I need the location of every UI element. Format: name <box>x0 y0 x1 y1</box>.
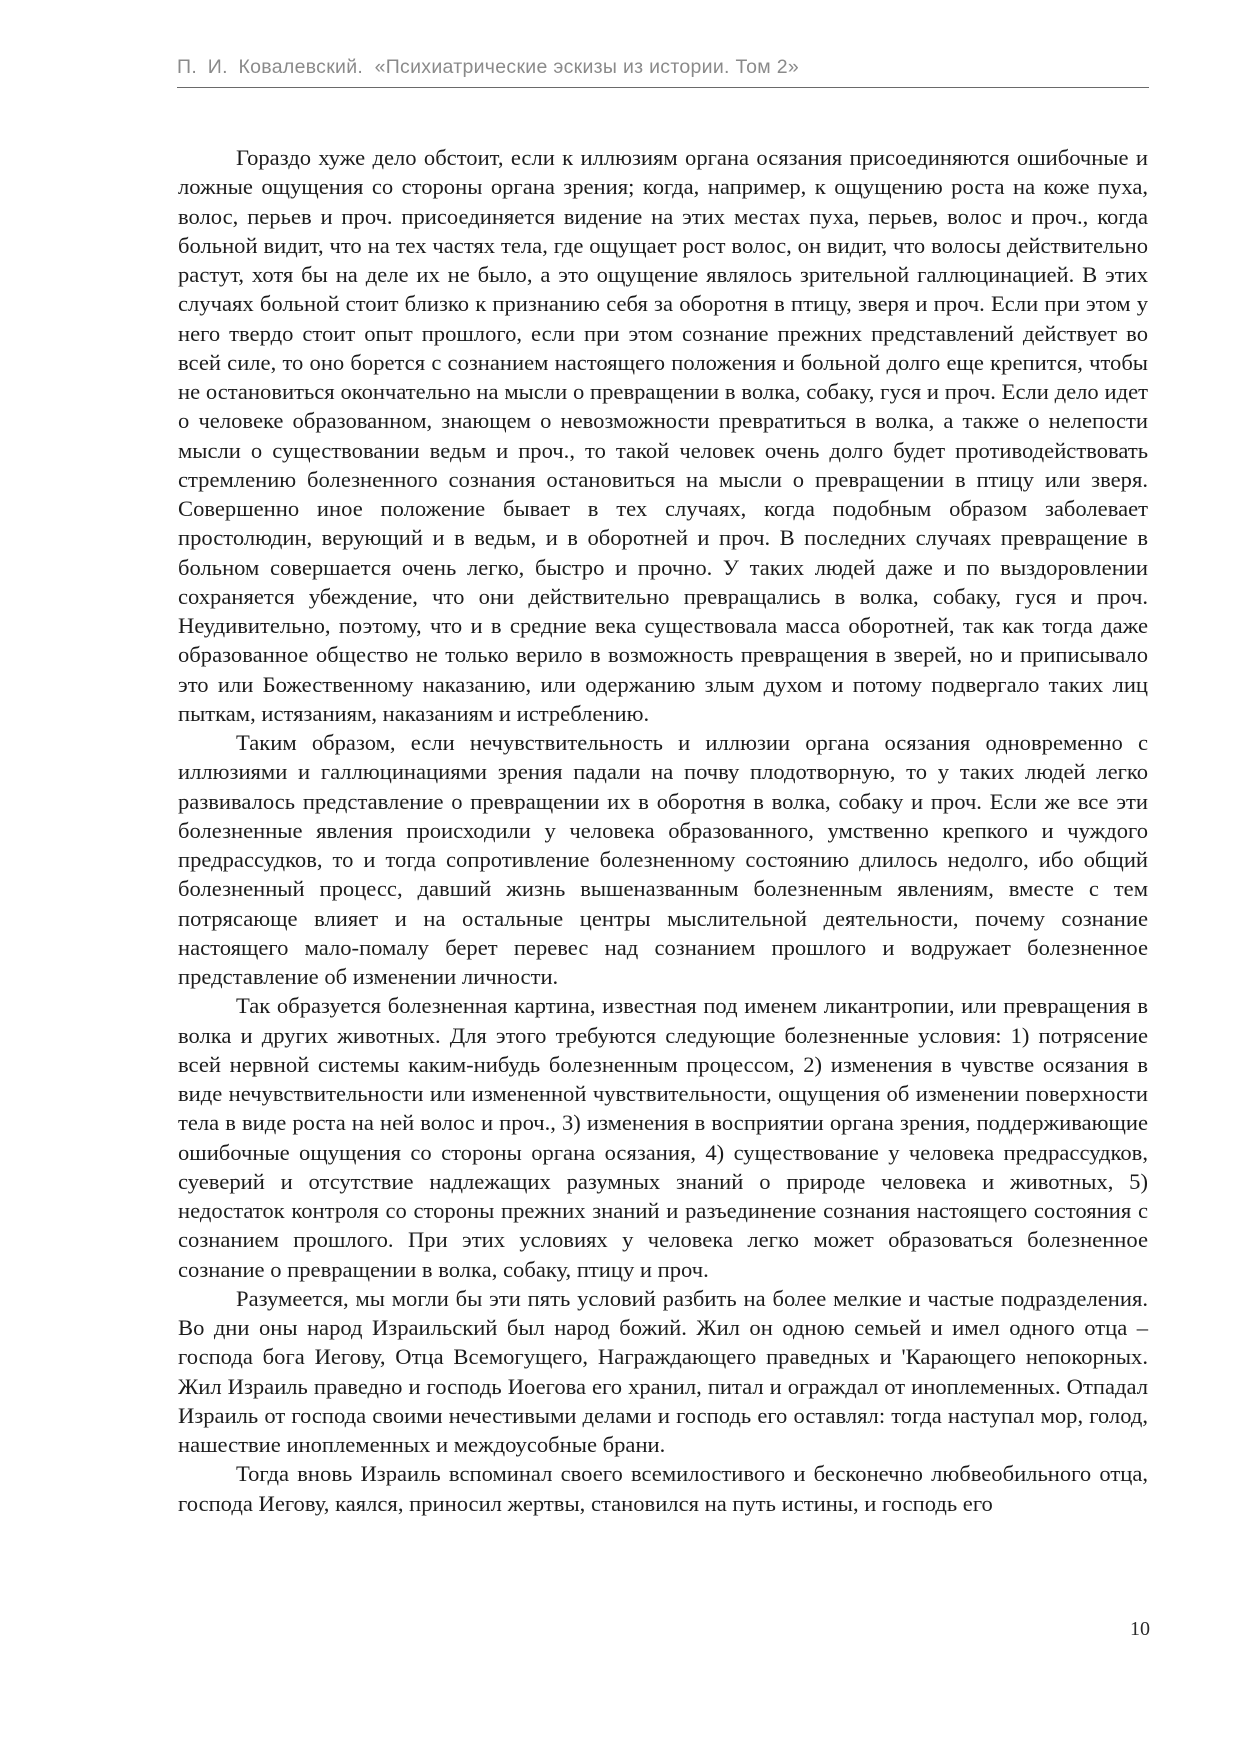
paragraph: Тогда вновь Израиль вспоминал своего всемилостивого и бесконечно любвеобильного отца, господа Иегову, каялся, приносил жертвы, становился на путь истины, и господь его <box>178 1461 1148 1516</box>
paragraph: Таким образом, если нечувствительность и иллюзии органа осязания одновременно с иллюзиями и галлюцинациями зрения падали на почву плодотворную, то у таких людей легко развивалось представление о превращении их в оборотня в волка, собаку и проч. Если же все эти болезненные явления происходили у человека образованного, умственно крепкого и чуждого предрассудков, то и тогда сопротивление болезненному состоянию длилось недолго, ибо общий болезненный процесс, давший жизнь вышеназванным болезненным явлениям, вместе с тем потрясающе влияет и на остальные центры мыслительной деятельности, почему сознание настоящего мало-помалу берет перевес над сознанием прошлого и водружает болезненное представление об изменении личности. <box>178 730 1148 989</box>
paragraph: Гораздо хуже дело обстоит, если к иллюзиям органа осязания присоединяются ошибочные и ложные ощущения со стороны органа зрения; когда, например, к ощущению роста на коже пуха, волос, перьев и проч. присоединяется видение на этих местах пуха, перьев, волос и проч., когда больной видит, что на тех частях тела, где ощущает рост волос, он видит, что волосы действительно растут, хотя бы на деле их не было, а это ощущение являлось зрительной галлюцинацией. В этих случаях больной стоит близко к признанию себя за оборотня в птицу, зверя и проч. Если при этом у него твердо стоит опыт прошлого, если при этом сознание прежних представлений действует во всей силе, то оно борется с сознанием настоящего положения и больной долго еще крепится, чтобы не остановиться окончательно на мысли о превращении в волка, собаку, гуся и проч. Если дело идет о человеке образованном, знающем о невозможности превратиться в волка, а также о нелепости мысли о существовании ведьм и проч., то такой человек очень долго будет противодействовать стремлению болезненного сознания остановиться на мысли о превращении в птицу или зверя. Совершенно иное положение бывает в тех случаях, когда подобным образом заболевает простолюдин, верующий и в ведьм, и в оборотней и проч. В последних случаях превращение в больном совершается очень легко, быстро и прочно. У таких людей даже и по выздоровлении сохраняется убеждение, что они действительно превращались в волка, собаку, гуся и проч. Неудивительно, поэтому, что и в средние века существовала масса оборотней, так как тогда даже образованное общество не только верило в возможность превращения в зверей, но и приписывало это или Божественному наказанию, или одержанию злым духом и потому подвергало таких лиц пыткам, истязаниям, наказаниям и истреблению. <box>178 145 1148 726</box>
header-author: П. И. Ковалевский. <box>177 56 364 78</box>
paragraph: Так образуется болезненная картина, известная под именем ликантропии, или превращения в волка и других животных. Для этого требуются следующие болезненные условия: 1) потрясение всей нервной системы каким-нибудь болезненным процессом, 2) изменения в чувстве осязания в виде нечувствительности или измененной чувствительности, ощущения об изменении поверхности тела в виде роста на ней волос и проч., 3) изменения в восприятии органа зрения, поддерживающие ошибочные ощущения со стороны органа осязания, 4) существование у человека предрассудков, суеверий и отсутствие надлежащих разумных знаний о природе человека и животных, 5) недостаток контроля со стороны прежних знаний и разъединение сознания настоящего состояния с сознанием прошлого. При этих условиях у человека легко может образоваться болезненное сознание о превращении в волка, собаку, птицу и проч. <box>178 993 1148 1282</box>
header-divider <box>177 87 1149 88</box>
paragraph: Разумеется, мы могли бы эти пять условий разбить на более мелкие и частые подразделения. Во дни оны народ Израильский был народ божий. Жил он одною семьей и имел одного отца – господа бога Иегову, Отца Всемогущего, Награждающего праведных и 'Карающего непокорных. Жил Израиль праведно и господь Иоегова его хранил, питал и ограждал от иноплеменных. Отпадал Израиль от господа своими нечестивыми делами и господь его оставлял: тогда наступал мор, голод, нашествие иноплеменных и междоусобные брани. <box>178 1285 1148 1457</box>
header-book-title: «Психиатрические эскизы из истории. Том 2» <box>374 56 800 78</box>
running-header <box>177 56 1149 84</box>
page-number: 10 <box>1130 1618 1150 1640</box>
body-text <box>178 143 1148 1518</box>
